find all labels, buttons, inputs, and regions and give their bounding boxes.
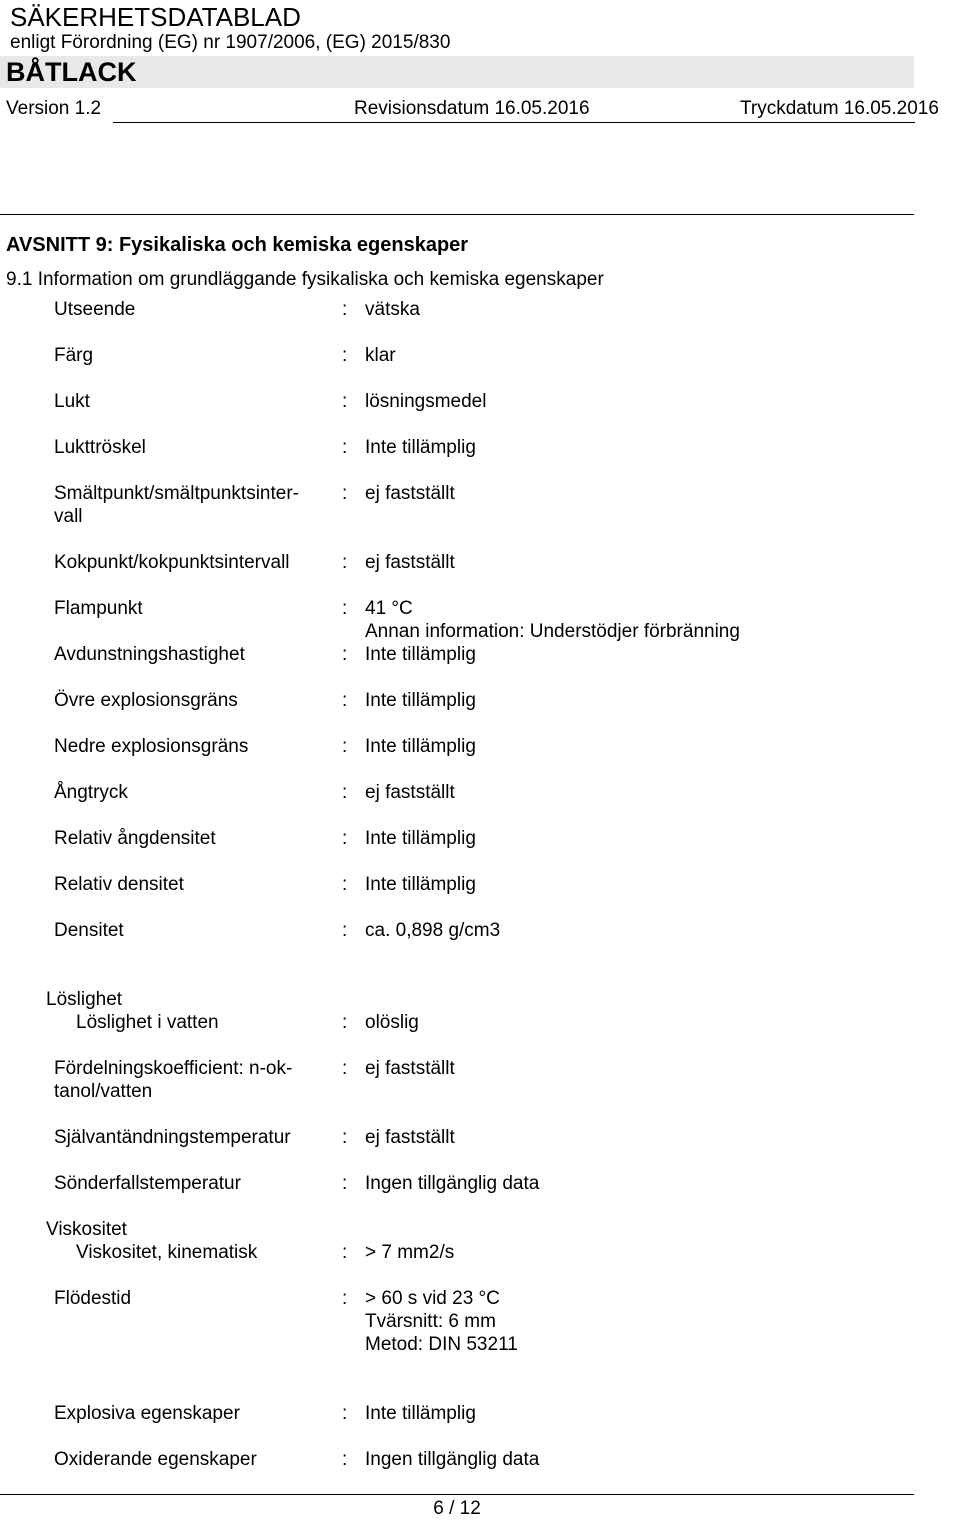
- property-separator: :: [342, 1058, 348, 1079]
- property-value-explosive-properties: Inte tillämplig: [365, 1403, 476, 1424]
- property-value-appearance: vätska: [365, 299, 420, 320]
- property-separator: :: [342, 1173, 348, 1194]
- property-label-decomposition-temperature: Sönderfallstemperatur: [54, 1173, 241, 1194]
- product-name: BÅTLACK: [6, 57, 137, 87]
- property-note-flash-point: Annan information: Understödjer förbränning: [365, 621, 740, 642]
- property-separator: :: [342, 345, 348, 366]
- property-label-relative-density: Relativ densitet: [54, 874, 184, 895]
- property-value-partition-coefficient: ej fastställt: [365, 1058, 455, 1079]
- property-label-evaporation-rate: Avdunstningshastighet: [54, 644, 245, 665]
- property-value-flow-time: > 60 s vid 23 °C: [365, 1288, 500, 1309]
- property-label-relative-vapor-density: Relativ ångdensitet: [54, 828, 216, 849]
- property-group-viscosity: Viskositet: [46, 1219, 127, 1240]
- product-name-bar: [0, 56, 914, 88]
- property-label-upper-explosion-limit: Övre explosionsgräns: [54, 690, 238, 711]
- property-label-autoignition-temperature: Självantändningstemperatur: [54, 1127, 291, 1148]
- property-value-decomposition-temperature: Ingen tillgänglig data: [365, 1173, 540, 1194]
- property-value-water-solubility: olöslig: [365, 1012, 419, 1033]
- property-label-odor: Lukt: [54, 391, 90, 412]
- page-number: 6 / 12: [433, 1498, 481, 1519]
- property-label-flow-time: Flödestid: [54, 1288, 132, 1309]
- property-separator: :: [342, 1403, 348, 1424]
- property-label-partition-coefficient: Fördelningskoefficient: n-ok-: [54, 1058, 293, 1079]
- property-separator: :: [342, 690, 348, 711]
- property-value-upper-explosion-limit: Inte tillämplig: [365, 690, 476, 711]
- property-separator: :: [342, 437, 348, 458]
- property-label-water-solubility: Löslighet i vatten: [76, 1012, 219, 1033]
- property-separator: :: [342, 552, 348, 573]
- property-value-density: ca. 0,898 g/cm3: [365, 920, 501, 941]
- footer-divider: [0, 1494, 914, 1495]
- property-value-color: klar: [365, 345, 396, 366]
- property-value-flash-point: 41 °C: [365, 598, 413, 619]
- version-label: Version 1.2: [6, 98, 102, 119]
- property-separator: :: [342, 1012, 348, 1033]
- property-value-relative-vapor-density: Inte tillämplig: [365, 828, 476, 849]
- property-value-lower-explosion-limit: Inte tillämplig: [365, 736, 476, 757]
- property-value-vapor-pressure: ej fastställt: [365, 782, 455, 803]
- property-label-kinematic-viscosity: Viskositet, kinematisk: [76, 1242, 258, 1263]
- property-separator: :: [342, 1288, 348, 1309]
- property-label-melting-point: Smältpunkt/smältpunktsinter-: [54, 483, 299, 504]
- revision-date: Revisionsdatum 16.05.2016: [354, 98, 590, 119]
- property-label-explosive-properties: Explosiva egenskaper: [54, 1403, 240, 1424]
- property-separator: :: [342, 1449, 348, 1470]
- document-title: SÄKERHETSDATABLAD: [10, 2, 301, 32]
- property-label-color: Färg: [54, 345, 94, 366]
- section-heading: AVSNITT 9: Fysikaliska och kemiska egenskaper: [6, 234, 469, 256]
- property-label-partition-coefficient-cont: tanol/vatten: [54, 1081, 153, 1102]
- property-label-appearance: Utseende: [54, 299, 136, 320]
- property-label-vapor-pressure: Ångtryck: [54, 782, 128, 803]
- property-value-melting-point: ej fastställt: [365, 483, 455, 504]
- property-separator: :: [342, 598, 348, 619]
- property-value-oxidizing-properties: Ingen tillgänglig data: [365, 1449, 540, 1470]
- property-separator: :: [342, 920, 348, 941]
- property-separator: :: [342, 828, 348, 849]
- property-label-flash-point: Flampunkt: [54, 598, 143, 619]
- property-separator: :: [342, 483, 348, 504]
- property-value-odor-threshold: Inte tillämplig: [365, 437, 476, 458]
- property-value-relative-density: Inte tillämplig: [365, 874, 476, 895]
- property-value-evaporation-rate: Inte tillämplig: [365, 644, 476, 665]
- section-divider: [0, 214, 914, 215]
- header-divider: [113, 122, 915, 123]
- property-separator: :: [342, 1127, 348, 1148]
- property-separator: :: [342, 736, 348, 757]
- property-value-boiling-point: ej fastställt: [365, 552, 455, 573]
- property-note-flow-time-cross-section: Tvärsnitt: 6 mm: [365, 1311, 496, 1332]
- property-group-solubility: Löslighet: [46, 989, 123, 1010]
- property-separator: :: [342, 782, 348, 803]
- property-note-flow-time-method: Metod: DIN 53211: [365, 1334, 518, 1355]
- regulation-subtitle: enligt Förordning (EG) nr 1907/2006, (EG) 2015/830: [10, 32, 451, 53]
- property-value-odor: lösningsmedel: [365, 391, 487, 412]
- property-label-oxidizing-properties: Oxiderande egenskaper: [54, 1449, 257, 1470]
- property-separator: :: [342, 391, 348, 412]
- print-date: Tryckdatum 16.05.2016: [740, 98, 939, 119]
- property-separator: :: [342, 1242, 348, 1263]
- property-value-autoignition-temperature: ej fastställt: [365, 1127, 455, 1148]
- property-label-boiling-point: Kokpunkt/kokpunktsintervall: [54, 552, 290, 573]
- property-label-odor-threshold: Lukttröskel: [54, 437, 146, 458]
- property-separator: :: [342, 299, 348, 320]
- property-value-kinematic-viscosity: > 7 mm2/s: [365, 1242, 455, 1263]
- property-separator: :: [342, 644, 348, 665]
- property-label-melting-point-cont: vall: [54, 506, 83, 527]
- property-label-density: Densitet: [54, 920, 124, 941]
- subsection-heading: 9.1 Information om grundläggande fysikaliska och kemiska egenskaper: [6, 269, 604, 290]
- property-label-lower-explosion-limit: Nedre explosionsgräns: [54, 736, 249, 757]
- property-separator: :: [342, 874, 348, 895]
